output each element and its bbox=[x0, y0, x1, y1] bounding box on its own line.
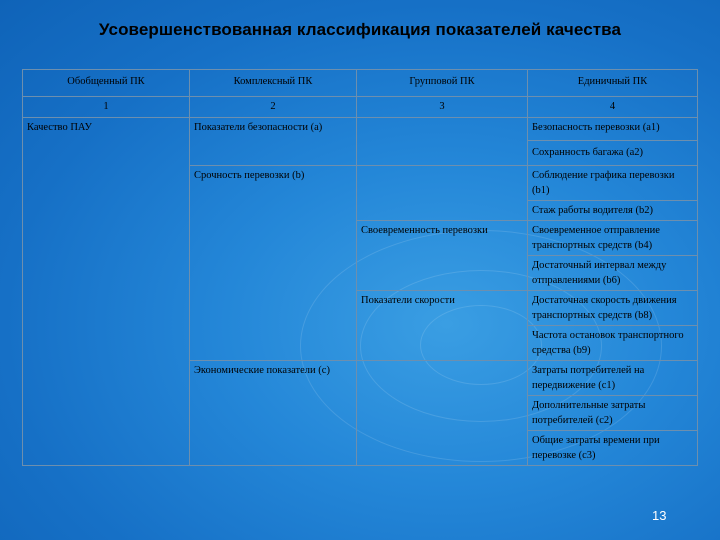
unit-cell: Общие затраты времени при перевозке (c3) bbox=[528, 431, 698, 466]
unit-cell: Своевременное отправление транспортных средств (b4) bbox=[528, 221, 698, 256]
group-cell-empty bbox=[357, 361, 528, 466]
unit-cell: Затраты потребителей на передвижение (c1) bbox=[528, 361, 698, 396]
header-cell: Групповой ПК bbox=[357, 70, 528, 97]
unit-cell: Стаж работы водителя (b2) bbox=[528, 201, 698, 221]
column-number: 4 bbox=[528, 97, 698, 118]
group-cell-speed: Показатели скорости bbox=[357, 291, 528, 361]
column-number: 3 bbox=[357, 97, 528, 118]
table-header-row bbox=[23, 70, 698, 97]
page-number: 13 bbox=[652, 508, 667, 523]
group-cell-empty bbox=[357, 166, 528, 221]
complex-cell-urgency: Срочность перевозки (b) bbox=[190, 166, 357, 361]
unit-cell: Соблюдение графика перевозки (b1) bbox=[528, 166, 698, 201]
unit-cell: Достаточная скорость движения транспортных средств (b8) bbox=[528, 291, 698, 326]
unit-cell: Безопасность перевозки (a1) bbox=[528, 118, 698, 141]
table-row bbox=[23, 118, 698, 141]
generalized-cell: Качество ПАУ bbox=[23, 118, 190, 466]
header-cell: Единичный ПК bbox=[528, 70, 698, 97]
slide-title: Усовершенствованная классификация показателей качества bbox=[98, 20, 622, 39]
header-cell: Комплексный ПК bbox=[190, 70, 357, 97]
header-cell: Обобщенный ПК bbox=[23, 70, 190, 97]
unit-cell: Сохранность багажа (a2) bbox=[528, 141, 698, 166]
group-cell-empty bbox=[357, 118, 528, 166]
column-number-row bbox=[23, 97, 698, 118]
unit-cell: Дополнительные затраты потребителей (c2) bbox=[528, 396, 698, 431]
group-cell-timeliness: Своевременность перевозки bbox=[357, 221, 528, 291]
column-number: 1 bbox=[23, 97, 190, 118]
column-number: 2 bbox=[190, 97, 357, 118]
classification-table bbox=[22, 69, 698, 466]
unit-cell: Частота остановок транспортного средства (b9) bbox=[528, 326, 698, 361]
complex-cell-economic: Экономические показатели (c) bbox=[190, 361, 357, 466]
unit-cell: Достаточный интервал между отправлениями (b6) bbox=[528, 256, 698, 291]
complex-cell-safety: Показатели безопасности (a) bbox=[190, 118, 357, 166]
